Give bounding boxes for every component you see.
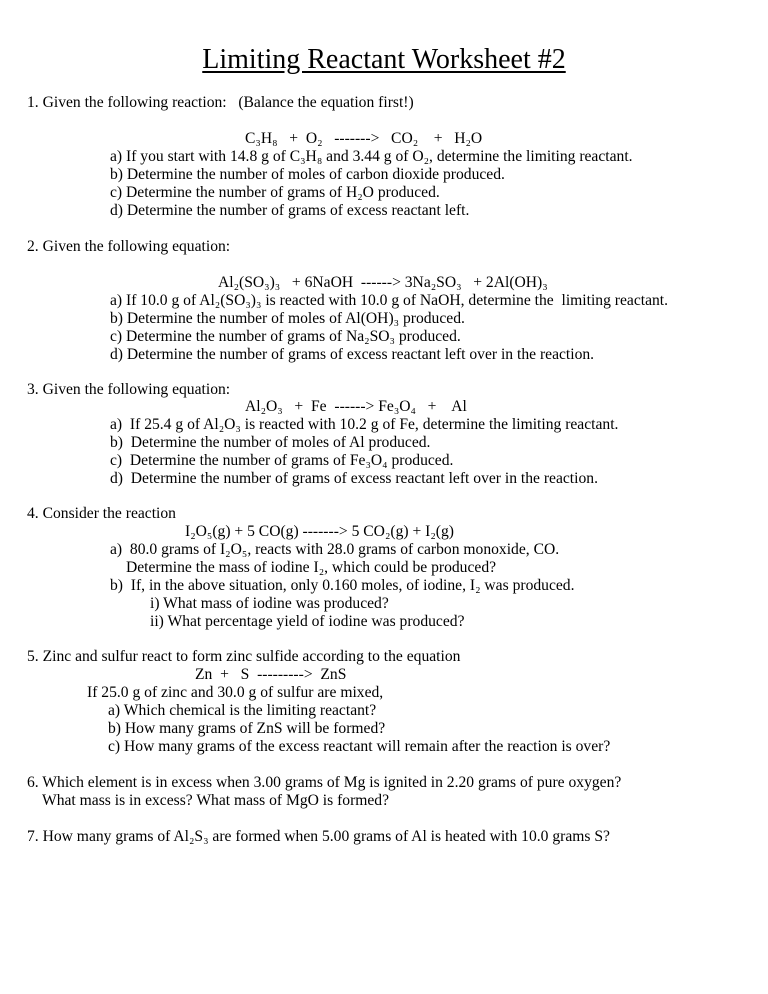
question-2-prompt: 2. Given the following equation: — [27, 238, 231, 255]
question-2-part-b: b) Determine the number of moles of Al(OH)₃ produced. — [110, 310, 465, 327]
question-6-prompt: 6. Which element is in excess when 3.00 grams of Mg is ignited in 2.20 grams of pure oxygen? — [27, 774, 622, 791]
question-3-part-b: b) Determine the number of moles of Al produced. — [110, 434, 431, 451]
question-1-equation: C₃H₈ + O₂ -------> CO₂ + H₂O — [245, 130, 483, 147]
question-4-part-b-ii: ii) What percentage yield of iodine was produced? — [150, 613, 465, 630]
question-4-part-b-i: i) What mass of iodine was produced? — [150, 595, 389, 612]
question-2-equation: Al₂(SO₃)₃ + 6NaOH ------> 3Na₂SO₃ + 2Al(OH)₃ — [218, 274, 548, 291]
question-5-equation: Zn + S ---------> ZnS — [195, 666, 347, 683]
question-1-part-d: d) Determine the number of grams of excess reactant left. — [110, 202, 470, 219]
question-5-part-b: b) How many grams of ZnS will be formed? — [108, 720, 386, 737]
question-2-part-a: a) If 10.0 g of Al₂(SO₃)₃ is reacted with 10.0 g of NaOH, determine the limiting reactant. — [110, 292, 669, 309]
question-2-part-c: c) Determine the number of grams of Na₂SO₃ produced. — [110, 328, 461, 345]
question-4-prompt: 4. Consider the reaction — [27, 505, 176, 522]
question-7-prompt: 7. How many grams of Al₂S₃ are formed when 5.00 grams of Al is heated with 10.0 grams S? — [27, 828, 610, 845]
question-3-prompt: 3. Given the following equation: — [27, 381, 231, 398]
question-2-part-d: d) Determine the number of grams of excess reactant left over in the reaction. — [110, 346, 595, 363]
question-3-equation: Al₂O₃ + Fe ------> Fe₃O₄ + Al — [245, 398, 467, 415]
worksheet-title: Limiting Reactant Worksheet #2 — [202, 44, 566, 75]
question-6-cont: What mass is in excess? What mass of MgO is formed? — [42, 792, 390, 809]
question-3-part-c: c) Determine the number of grams of Fe₃O₄ produced. — [110, 452, 454, 469]
question-1-part-a: a) If you start with 14.8 g of C₃H₈ and 3.44 g of O₂, determine the limiting reactant. — [110, 148, 633, 165]
question-5-given: If 25.0 g of zinc and 30.0 g of sulfur are mixed, — [87, 684, 384, 701]
question-1-part-c: c) Determine the number of grams of H₂O produced. — [110, 184, 440, 201]
question-4-part-a-cont: Determine the mass of iodine I₂, which could be produced? — [126, 559, 497, 576]
question-1-prompt: 1. Given the following reaction: (Balance the equation first!) — [27, 94, 414, 111]
question-3-part-d: d) Determine the number of grams of excess reactant left over in the reaction. — [110, 470, 598, 487]
question-4-part-a: a) 80.0 grams of I₂O₅, reacts with 28.0 grams of carbon monoxide, CO. — [110, 541, 560, 558]
question-5-part-a: a) Which chemical is the limiting reactant? — [108, 702, 377, 719]
question-5-prompt: 5. Zinc and sulfur react to form zinc sulfide according to the equation — [27, 648, 461, 665]
question-5-part-c: c) How many grams of the excess reactant will remain after the reaction is over? — [108, 738, 611, 755]
question-4-part-b: b) If, in the above situation, only 0.160 moles, of iodine, I₂ was produced. — [110, 577, 575, 594]
question-3-part-a: a) If 25.4 g of Al₂O₃ is reacted with 10.2 g of Fe, determine the limiting reactant. — [110, 416, 619, 433]
question-1-part-b: b) Determine the number of moles of carbon dioxide produced. — [110, 166, 505, 183]
question-4-equation: I₂O₅(g) + 5 CO(g) -------> 5 CO₂(g) + I₂(g) — [185, 523, 454, 540]
